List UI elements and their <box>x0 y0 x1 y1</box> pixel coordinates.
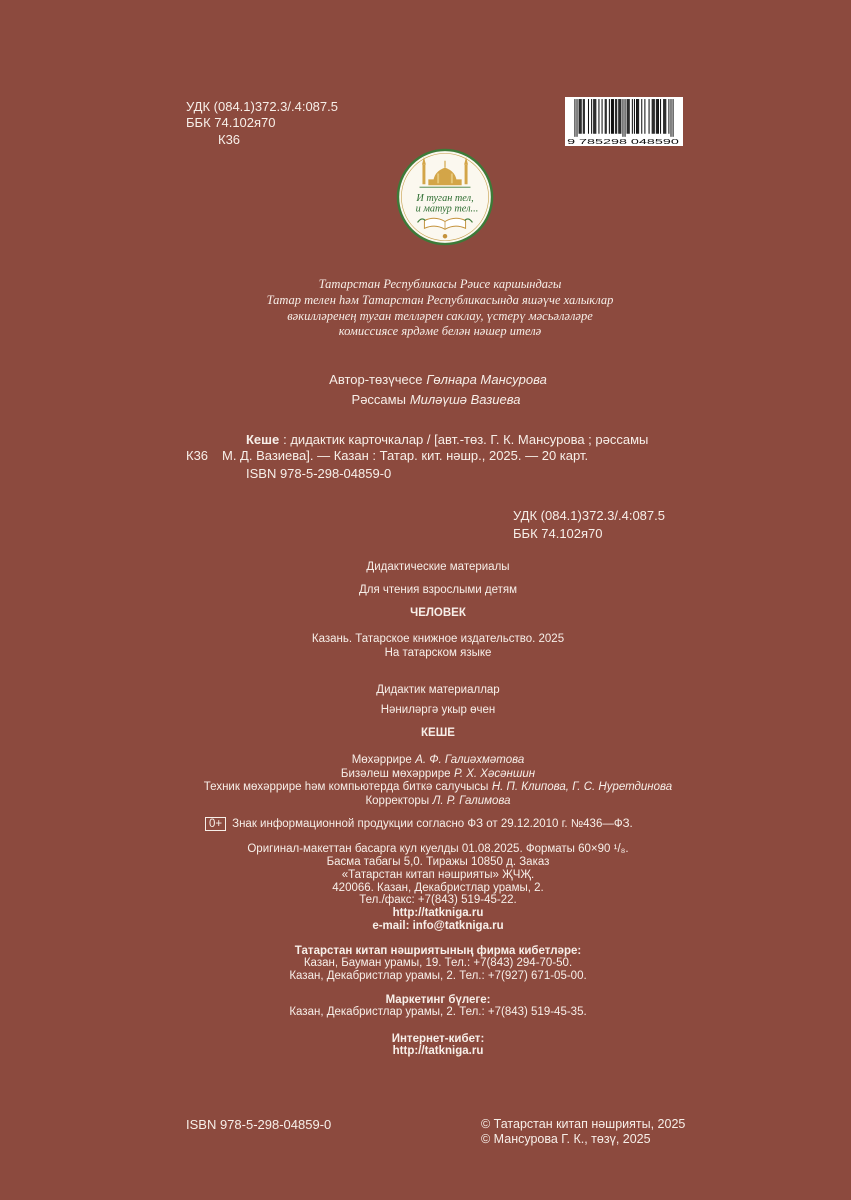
marketing-address: Казан, Декабристлар урамы, 2. Тел.: +7(843) 519-45-35. <box>289 1006 587 1018</box>
proofreader-credit <box>25 794 851 808</box>
bib-isbn: ISBN 978-5-298-04859-0 <box>246 466 392 481</box>
barcode-bar <box>658 99 659 134</box>
barcode-bar <box>652 99 653 134</box>
barcode-bar <box>670 99 671 137</box>
barcode-bar <box>665 99 666 134</box>
footer-isbn: ISBN 978-5-298-04859-0 <box>186 1117 332 1132</box>
isbn-barcode <box>565 97 683 146</box>
copyright-publisher: © Татарстан китап нәшрияты, 2025 <box>481 1117 686 1131</box>
barcode-bar <box>588 99 589 134</box>
bbk-code-repeat: ББК 74.102я70 <box>513 526 603 541</box>
barcode-bar <box>634 99 635 134</box>
staff-name: Н. П. Клипова, Г. С. Нуретдинова <box>491 781 673 793</box>
barcode-bar <box>606 99 607 134</box>
support-note-line: комиссиясе ярдәме белән нәшер ителә <box>338 324 542 338</box>
barcode-bar <box>616 99 617 134</box>
design-editor-credit <box>25 767 851 781</box>
udk-code-repeat: УДК (084.1)372.3/.4:087.5 <box>513 508 665 523</box>
imprint-print: Басма табагы 5,0. Тиражы 10850 д. Заказ <box>326 856 550 868</box>
barcode-bar <box>641 99 642 134</box>
barcode-bar <box>638 99 639 134</box>
logo-text-line: И туган тел, <box>416 192 474 204</box>
barcode-bar <box>611 99 612 134</box>
barcode-bar <box>613 99 614 134</box>
shops-heading: Татарстан китап нәшриятының фирма кибетләре: <box>294 945 582 957</box>
staff-name: А. Ф. Галиәхмәтова <box>415 754 525 766</box>
barcode-bar <box>622 99 623 137</box>
staff-name: Р. Х. Хәсәншин <box>453 768 536 780</box>
logo-graphic <box>396 148 494 246</box>
technical-editor-credit <box>25 780 851 794</box>
copyright-author: © Мансурова Г. К., төзү, 2025 <box>481 1132 651 1146</box>
barcode-bar <box>602 99 603 134</box>
author-name: Гөлнара Мансурова <box>426 372 547 387</box>
barcode-bar <box>591 99 592 134</box>
support-note-line: Татарстан Республикасы Рәисе каршындагы <box>318 277 562 291</box>
barcode-bar <box>620 99 621 134</box>
barcode-bar <box>576 99 577 137</box>
ru-title: ЧЕЛОВЕК <box>410 607 466 619</box>
barcode-bar <box>628 99 629 134</box>
barcode-bar <box>581 99 582 134</box>
imprint-signed: Оригинал-макеттан басарга кул куелды 01.08.2025. Форматы 60×90 ¹/₈. <box>247 843 629 855</box>
support-note-line: Татар телен һәм Татарстан Республикасында яшәүче халыклар <box>266 293 614 307</box>
tt-genre: Дидактик материаллар <box>376 684 500 696</box>
online-shop-url: http://tatkniga.ru <box>392 1045 484 1057</box>
ru-publisher: Казань. Татарское книжное издательство. 2025 <box>311 633 565 645</box>
barcode-bar <box>609 99 610 134</box>
barcode-bar <box>656 99 657 134</box>
barcode-bar <box>594 99 595 134</box>
ru-audience: Для чтения взрослыми детям <box>358 584 518 596</box>
barcode-bar <box>605 99 606 134</box>
bib-author-mark: К36 <box>186 448 209 463</box>
barcode-bar <box>649 99 650 134</box>
marketing-heading: Маркетинг бүлеге: <box>385 994 491 1006</box>
barcode-bar <box>636 99 637 134</box>
staff-role: Мөхәррире <box>351 754 412 766</box>
barcode-bar <box>612 99 613 134</box>
barcode-digits: 9 785298 048590 <box>567 137 679 146</box>
barcode-bar <box>660 99 661 134</box>
staff-name: Л. Р. Галимова <box>432 795 511 807</box>
barcode-bar <box>583 99 584 134</box>
barcode-bar <box>615 99 616 134</box>
staff-role: Техник мөхәррире һәм компьютерда биткә салучысы <box>203 781 489 793</box>
barcode-bar <box>654 99 655 134</box>
barcode-bar <box>598 99 599 134</box>
age-rating <box>205 817 633 831</box>
artist-credit <box>21 392 851 408</box>
barcode-bar <box>663 99 664 134</box>
author-label: Автор-төзүчесе <box>329 372 423 387</box>
barcode-bar <box>653 99 654 134</box>
shop-address: Казан, Бауман урамы, 19. Тел.: +7(843) 294-70-50. <box>303 957 573 969</box>
barcode-bar <box>632 99 633 134</box>
barcode-bar <box>593 99 594 134</box>
imprint-phone: Тел./факс: +7(843) 519-45-22. <box>359 894 517 906</box>
ru-genre: Дидактические материалы <box>366 561 510 573</box>
barcode-bar <box>668 99 669 134</box>
bib-line-1 <box>246 432 648 448</box>
barcode-bar <box>644 99 645 134</box>
imprint-address: 420066. Казан, Декабристлар урамы, 2. <box>332 882 544 894</box>
bbk-code: ББК 74.102я70 <box>186 115 276 130</box>
age-rating-badge: 0+ <box>205 817 226 831</box>
barcode-bar <box>619 99 620 134</box>
barcode-bar <box>637 99 638 134</box>
barcode-bar <box>625 99 626 137</box>
online-shop-heading: Интернет-кибет: <box>391 1033 485 1045</box>
barcode-bar <box>629 99 630 134</box>
barcode-bar <box>664 99 665 134</box>
author-mark: К36 <box>218 132 241 147</box>
logo-emblem <box>396 148 494 246</box>
shop-address: Казан, Декабристлар урамы, 2. Тел.: +7(927) 671-05-00. <box>289 970 587 982</box>
support-note-line: вәкилләренең туган телләрен саклау, үстерү мәсьәләләре <box>287 309 593 323</box>
imprint-email: e-mail: info@tatkniga.ru <box>372 920 504 932</box>
tt-title: КЕШЕ <box>421 727 455 739</box>
imprint-publisher: «Татарстан китап нәшрияты» ҖЧҖ. <box>341 869 535 881</box>
bib-title: Кеше <box>246 432 280 447</box>
staff-role: Бизәлеш мөхәррире <box>340 768 451 780</box>
author-credit <box>25 372 851 388</box>
tt-audience: Нәниләргә укыр өчен <box>380 704 496 716</box>
artist-name: Миләүшә Вазиева <box>409 392 521 407</box>
logo-text-line: и матур тел... <box>415 203 479 215</box>
flower-icon <box>443 234 448 239</box>
editor-credit <box>25 753 851 767</box>
artist-label: Рәссамы <box>351 392 406 407</box>
udk-code: УДК (084.1)372.3/.4:087.5 <box>186 99 338 114</box>
barcode-bar <box>595 99 596 134</box>
bib-line-2: М. Д. Вазиева]. — Казан : Татар. кит. нәшр., 2025. — 20 карт. <box>222 448 589 463</box>
imprint-website: http://tatkniga.ru <box>392 907 484 919</box>
barcode-bar <box>579 99 580 134</box>
barcode-bar <box>574 99 575 137</box>
barcode-bar <box>627 99 628 134</box>
barcode-graphic <box>565 97 683 146</box>
barcode-bar <box>657 99 658 134</box>
barcode-bar <box>673 99 674 137</box>
ru-language: На татарском языке <box>384 647 492 659</box>
barcode-bar <box>584 99 585 134</box>
bib-description: : дидактик карточкалар / [авт.-төз. Г. К. Мансурова ; рәссамы <box>283 432 649 447</box>
staff-role: Корректоры <box>365 795 430 807</box>
age-rating-text: Знак информационной продукции согласно ФЗ от 29.12.2010 г. №436—ФЗ. <box>232 818 633 830</box>
barcode-bar <box>580 99 581 134</box>
barcode-bar <box>618 99 619 134</box>
